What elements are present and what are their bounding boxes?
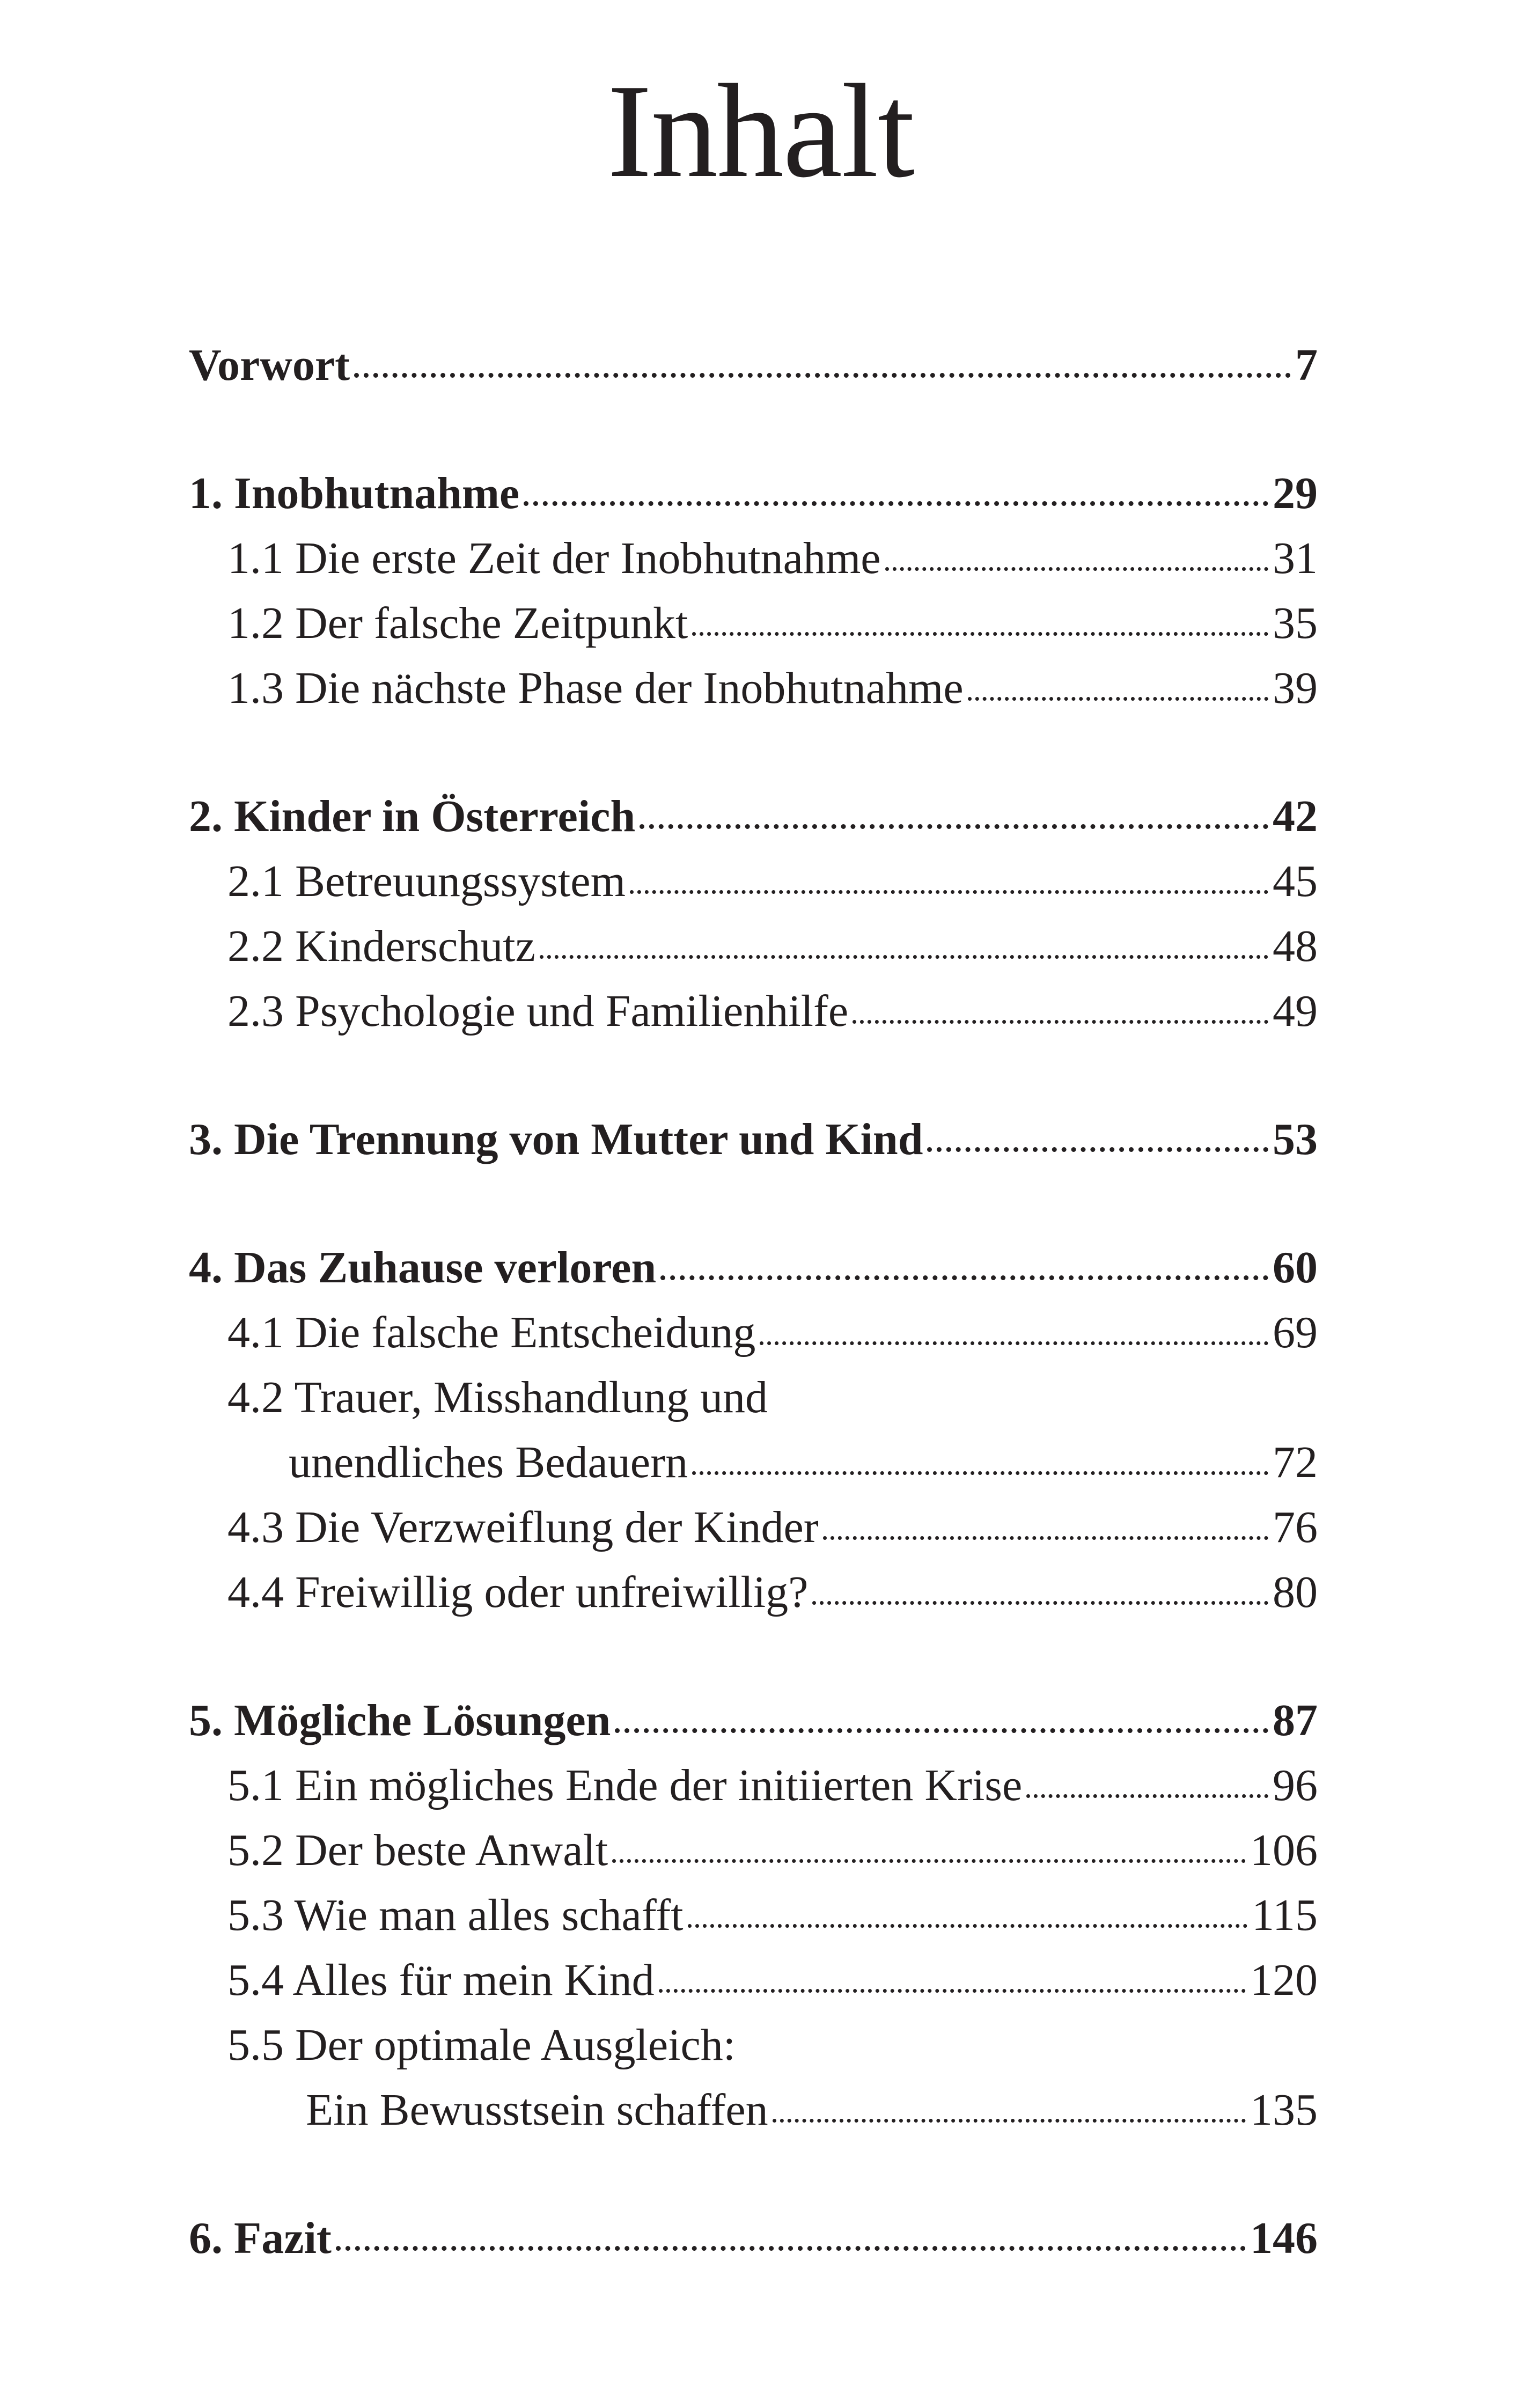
dot-leader — [659, 1989, 1246, 1993]
toc-subsection-entry[interactable] — [189, 1753, 1318, 1818]
toc-subsection-entry[interactable] — [189, 1300, 1318, 1365]
chapter-title: 4. Das Zuhause verloren — [189, 1243, 657, 1293]
page-number: 96 — [1273, 1760, 1318, 1810]
dot-leader — [354, 373, 1291, 378]
dot-leader — [640, 824, 1268, 829]
toc-chapter-entry[interactable] — [189, 784, 1318, 849]
subsection-title: 1.2 Der falsche Zeitpunkt — [227, 598, 688, 648]
chapter-title: 6. Fazit — [189, 2213, 332, 2263]
chapter-title: 3. Die Trennung von Mutter und Kind — [189, 1114, 923, 1164]
dot-leader — [968, 697, 1268, 701]
dot-leader — [812, 1601, 1268, 1605]
toc-subsection-entry[interactable] — [189, 1560, 1318, 1625]
dot-leader — [660, 1275, 1268, 1280]
toc-subsection-entry[interactable] — [189, 1495, 1318, 1560]
page-number: 42 — [1273, 791, 1318, 841]
toc-subsection-entry[interactable] — [189, 1818, 1318, 1883]
chapter-title: Vorwort — [189, 340, 350, 390]
subsection-title: 5.5 Der optimale Ausgleich: — [227, 2020, 736, 2070]
page-number: 120 — [1250, 1955, 1318, 2005]
dot-leader — [773, 2119, 1246, 2123]
toc-subsection-entry[interactable] — [189, 656, 1318, 721]
chapter-title: 5. Mögliche Lösungen — [189, 1695, 611, 1745]
page-number: 72 — [1273, 1437, 1318, 1487]
toc-subsection-entry[interactable] — [189, 2013, 1318, 2077]
page-number: 35 — [1273, 598, 1318, 648]
page-number: 135 — [1250, 2085, 1318, 2135]
toc-section-3 — [189, 1107, 1318, 1172]
dot-leader — [692, 632, 1268, 636]
toc-subsection-entry[interactable] — [189, 979, 1318, 1044]
toc-subsection-entry[interactable] — [189, 591, 1318, 656]
subsection-title: 4.2 Trauer, Misshandlung und — [227, 1372, 768, 1422]
toc-subsection-entry[interactable] — [189, 914, 1318, 979]
dot-leader — [688, 1924, 1248, 1928]
chapter-title: 1. Inobhutnahme — [189, 468, 520, 518]
dot-leader — [615, 1728, 1268, 1733]
dot-leader — [630, 890, 1268, 894]
page-title: Inhalt — [607, 57, 914, 205]
toc-chapter-entry[interactable] — [189, 461, 1318, 526]
page-number: 60 — [1273, 1243, 1318, 1293]
page-number: 53 — [1273, 1114, 1318, 1164]
dot-leader — [760, 1341, 1268, 1345]
subsection-title: 1.1 Die erste Zeit der Inobhutnahme — [227, 533, 881, 583]
subsection-title-continuation: unendliches Bedauern — [289, 1437, 688, 1487]
page-number: 106 — [1250, 1825, 1318, 1875]
dot-leader — [336, 2246, 1246, 2251]
toc-chapter-entry[interactable] — [189, 333, 1318, 398]
page-number: 80 — [1273, 1567, 1318, 1617]
toc-chapter-entry[interactable] — [189, 1107, 1318, 1172]
dot-leader — [927, 1147, 1268, 1152]
page-number: 31 — [1273, 533, 1318, 583]
toc-section-4 — [189, 1235, 1318, 1625]
dot-leader — [885, 567, 1268, 571]
dot-leader — [524, 501, 1268, 506]
subsection-title-continuation: Ein Bewusstsein schaffen — [306, 2085, 768, 2135]
dot-leader — [1026, 1794, 1268, 1798]
toc-subsection-entry[interactable] — [189, 849, 1318, 914]
page-number: 39 — [1273, 663, 1318, 713]
page-number: 115 — [1252, 1890, 1318, 1940]
toc-section-6 — [189, 2206, 1318, 2271]
page-number: 76 — [1273, 1502, 1318, 1552]
chapter-title: 2. Kinder in Österreich — [189, 791, 636, 841]
dot-leader — [692, 1471, 1268, 1475]
subsection-title: 4.4 Freiwillig oder unfreiwillig? — [227, 1567, 809, 1617]
toc-chapter-entry[interactable] — [189, 1235, 1318, 1300]
page-number: 146 — [1250, 2213, 1318, 2263]
toc-section-2 — [189, 784, 1318, 1044]
dot-leader — [853, 1020, 1268, 1024]
toc-subsection-entry[interactable] — [189, 526, 1318, 591]
page-number: 69 — [1273, 1308, 1318, 1357]
subsection-title: 1.3 Die nächste Phase der Inobhutnahme — [227, 663, 964, 713]
toc-section-5 — [189, 1688, 1318, 2142]
toc-subsection-continuation[interactable] — [189, 1430, 1318, 1495]
dot-leader — [612, 1859, 1246, 1863]
subsection-title: 5.1 Ein mögliches Ende der initiierten Krise — [227, 1760, 1023, 1810]
subsection-title: 2.1 Betreuungssystem — [227, 856, 626, 906]
page-number: 87 — [1273, 1695, 1318, 1745]
page-number: 49 — [1273, 986, 1318, 1036]
toc-subsection-entry[interactable] — [189, 1883, 1318, 1948]
toc-section-1 — [189, 461, 1318, 721]
toc-subsection-entry[interactable] — [189, 1948, 1318, 2013]
page-number: 7 — [1295, 340, 1318, 390]
subsection-title: 2.3 Psychologie und Familienhilfe — [227, 986, 849, 1036]
toc-chapter-entry[interactable] — [189, 2206, 1318, 2271]
toc-chapter-entry[interactable] — [189, 1688, 1318, 1753]
subsection-title: 5.4 Alles für mein Kind — [227, 1955, 655, 2005]
page-number: 29 — [1273, 468, 1318, 518]
dot-leader — [540, 955, 1268, 959]
subsection-title: 5.3 Wie man alles schafft — [227, 1890, 684, 1940]
subsection-title: 5.2 Der beste Anwalt — [227, 1825, 608, 1875]
page-number: 45 — [1273, 856, 1318, 906]
table-of-contents — [189, 333, 1318, 2334]
subsection-title: 4.3 Die Verzweiflung der Kinder — [227, 1502, 819, 1552]
subsection-title: 2.2 Kinderschutz — [227, 921, 535, 971]
subsection-title: 4.1 Die falsche Entscheidung — [227, 1308, 756, 1357]
toc-section-vorwort — [189, 333, 1318, 398]
page-number: 48 — [1273, 921, 1318, 971]
toc-subsection-continuation[interactable] — [189, 2077, 1318, 2142]
toc-subsection-entry[interactable] — [189, 1365, 1318, 1430]
dot-leader — [823, 1536, 1268, 1540]
